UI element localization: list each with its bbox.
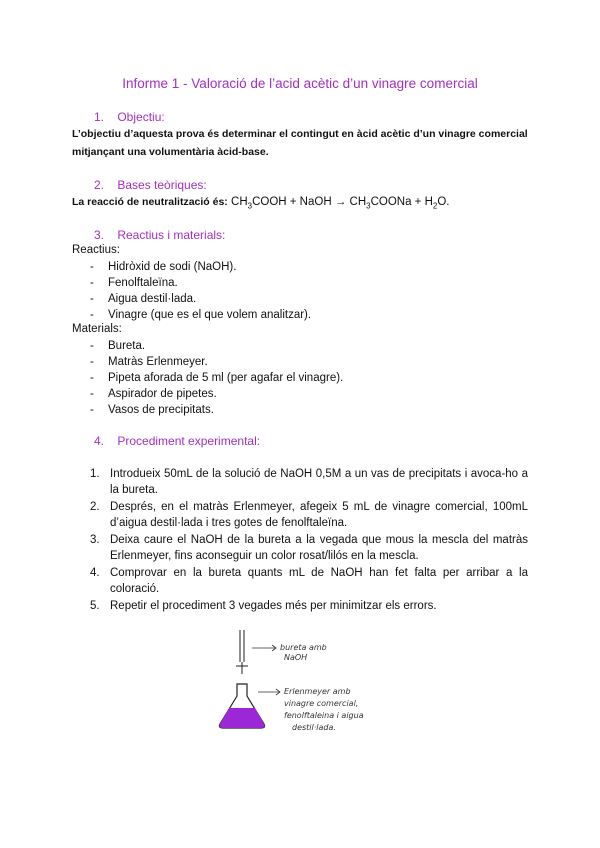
- section-number: 3.: [94, 228, 105, 242]
- label-flask-1: Erlenmeyer amb: [284, 687, 351, 696]
- reaction-eq-a-sub: 3: [247, 201, 253, 211]
- objectiu-line-2: mitjançant una volumentària àcid-base.: [72, 146, 269, 158]
- reaction-eq-b: COOH + NaOH → CH: [252, 196, 367, 208]
- list-item: - Fenolftaleïna.: [90, 275, 311, 291]
- list-item: - Matràs Erlenmeyer.: [90, 354, 343, 370]
- page-title: Informe 1 - Valoració de l’acid acètic d’un vinagre comercial: [122, 76, 478, 91]
- step-number: 5.: [90, 600, 100, 612]
- section-heading-procediment: [94, 434, 260, 448]
- section-heading-objectiu: [94, 110, 165, 124]
- list-item: - Aspirador de pipetes.: [90, 386, 343, 402]
- list-item: - Bureta.: [90, 338, 343, 354]
- section-number: 4.: [94, 434, 105, 448]
- label-flask-3: fenolftaleina i aigua: [284, 711, 364, 720]
- step-text: Repetir el procediment 3 vegades més per minimitzar els errors.: [110, 600, 437, 612]
- materials-list: [90, 338, 343, 418]
- step-text: Després, en el matràs Erlenmeyer, afegeix 5 mL de vinagre comercial, 100mL d’aigua destil·lada i tres gotes de fenolftaleïna.: [110, 501, 528, 529]
- section-number: 1.: [94, 110, 105, 124]
- reaction-eq-a: CH: [227, 196, 248, 208]
- reactius-label: Reactius:: [72, 244, 120, 256]
- label-flask-2: vinagre comercial,: [284, 699, 359, 708]
- reaction-eq-c: COONa + H: [370, 196, 433, 208]
- step-number: 4.: [90, 567, 100, 579]
- list-item: - Vinagre (que es el que volem analitzar).: [90, 307, 311, 323]
- procedure-step: [90, 466, 528, 498]
- section-title: Procediment experimental:: [117, 434, 261, 448]
- procedure-step: [90, 532, 528, 564]
- step-number: 2.: [90, 501, 100, 513]
- section-title: Bases teòriques:: [117, 178, 207, 192]
- step-number: 1.: [90, 468, 100, 480]
- reaction-eq-d: O.: [437, 196, 450, 208]
- section-title: Objectiu:: [117, 110, 165, 124]
- reactius-list: [90, 259, 311, 323]
- reaction-line: [72, 194, 450, 214]
- procedure-step: [90, 565, 528, 597]
- label-bureta-2: NaOH: [284, 653, 308, 662]
- step-number: 3.: [90, 534, 100, 546]
- step-text: Comprovar en la bureta quants mL de NaOH han fet falta per arribar a la coloració.: [110, 567, 528, 595]
- section-heading-reactius: [94, 228, 225, 242]
- procedure-step: [90, 499, 528, 531]
- materials-label: Materials:: [72, 323, 122, 335]
- objectiu-line-1: L’objectiu d’aquesta prova és determinar el contingut en àcid acètic d’un vinagre comercial: [72, 128, 528, 140]
- flask-liquid: [219, 708, 264, 728]
- section-heading-bases: [94, 178, 207, 192]
- list-item: - Pipeta aforada de 5 ml (per agafar el vinagre).: [90, 370, 343, 386]
- list-item: - Vasos de precipitats.: [90, 402, 343, 418]
- label-flask-4: destil·lada.: [292, 723, 336, 732]
- label-bureta-1: bureta amb: [280, 643, 327, 652]
- list-item: - Hidròxid de sodi (NaOH).: [90, 259, 311, 275]
- section-number: 2.: [94, 178, 105, 192]
- titration-sketch: [218, 628, 398, 748]
- procedure-steps: [90, 466, 528, 615]
- list-item: - Aigua destil·lada.: [90, 291, 311, 307]
- reaction-eq-b-sub: 3: [366, 201, 371, 211]
- procedure-step: [90, 598, 528, 614]
- step-text: Introdueix 50mL de la solució de NaOH 0,5M a un vas de precipitats i avoca-ho a la bureta.: [110, 468, 528, 496]
- reaction-eq-c-sub: 2: [432, 201, 438, 211]
- step-text: Deixa caure el NaOH de la bureta a la vegada que mous la mescla del matràs Erlenmeyer, fins aconseguir un color rosat/lilós en la mescla.: [110, 534, 528, 562]
- section-title: Reactius i materials:: [117, 228, 226, 242]
- reaction-label: La reacció de neutralització és:: [72, 196, 228, 208]
